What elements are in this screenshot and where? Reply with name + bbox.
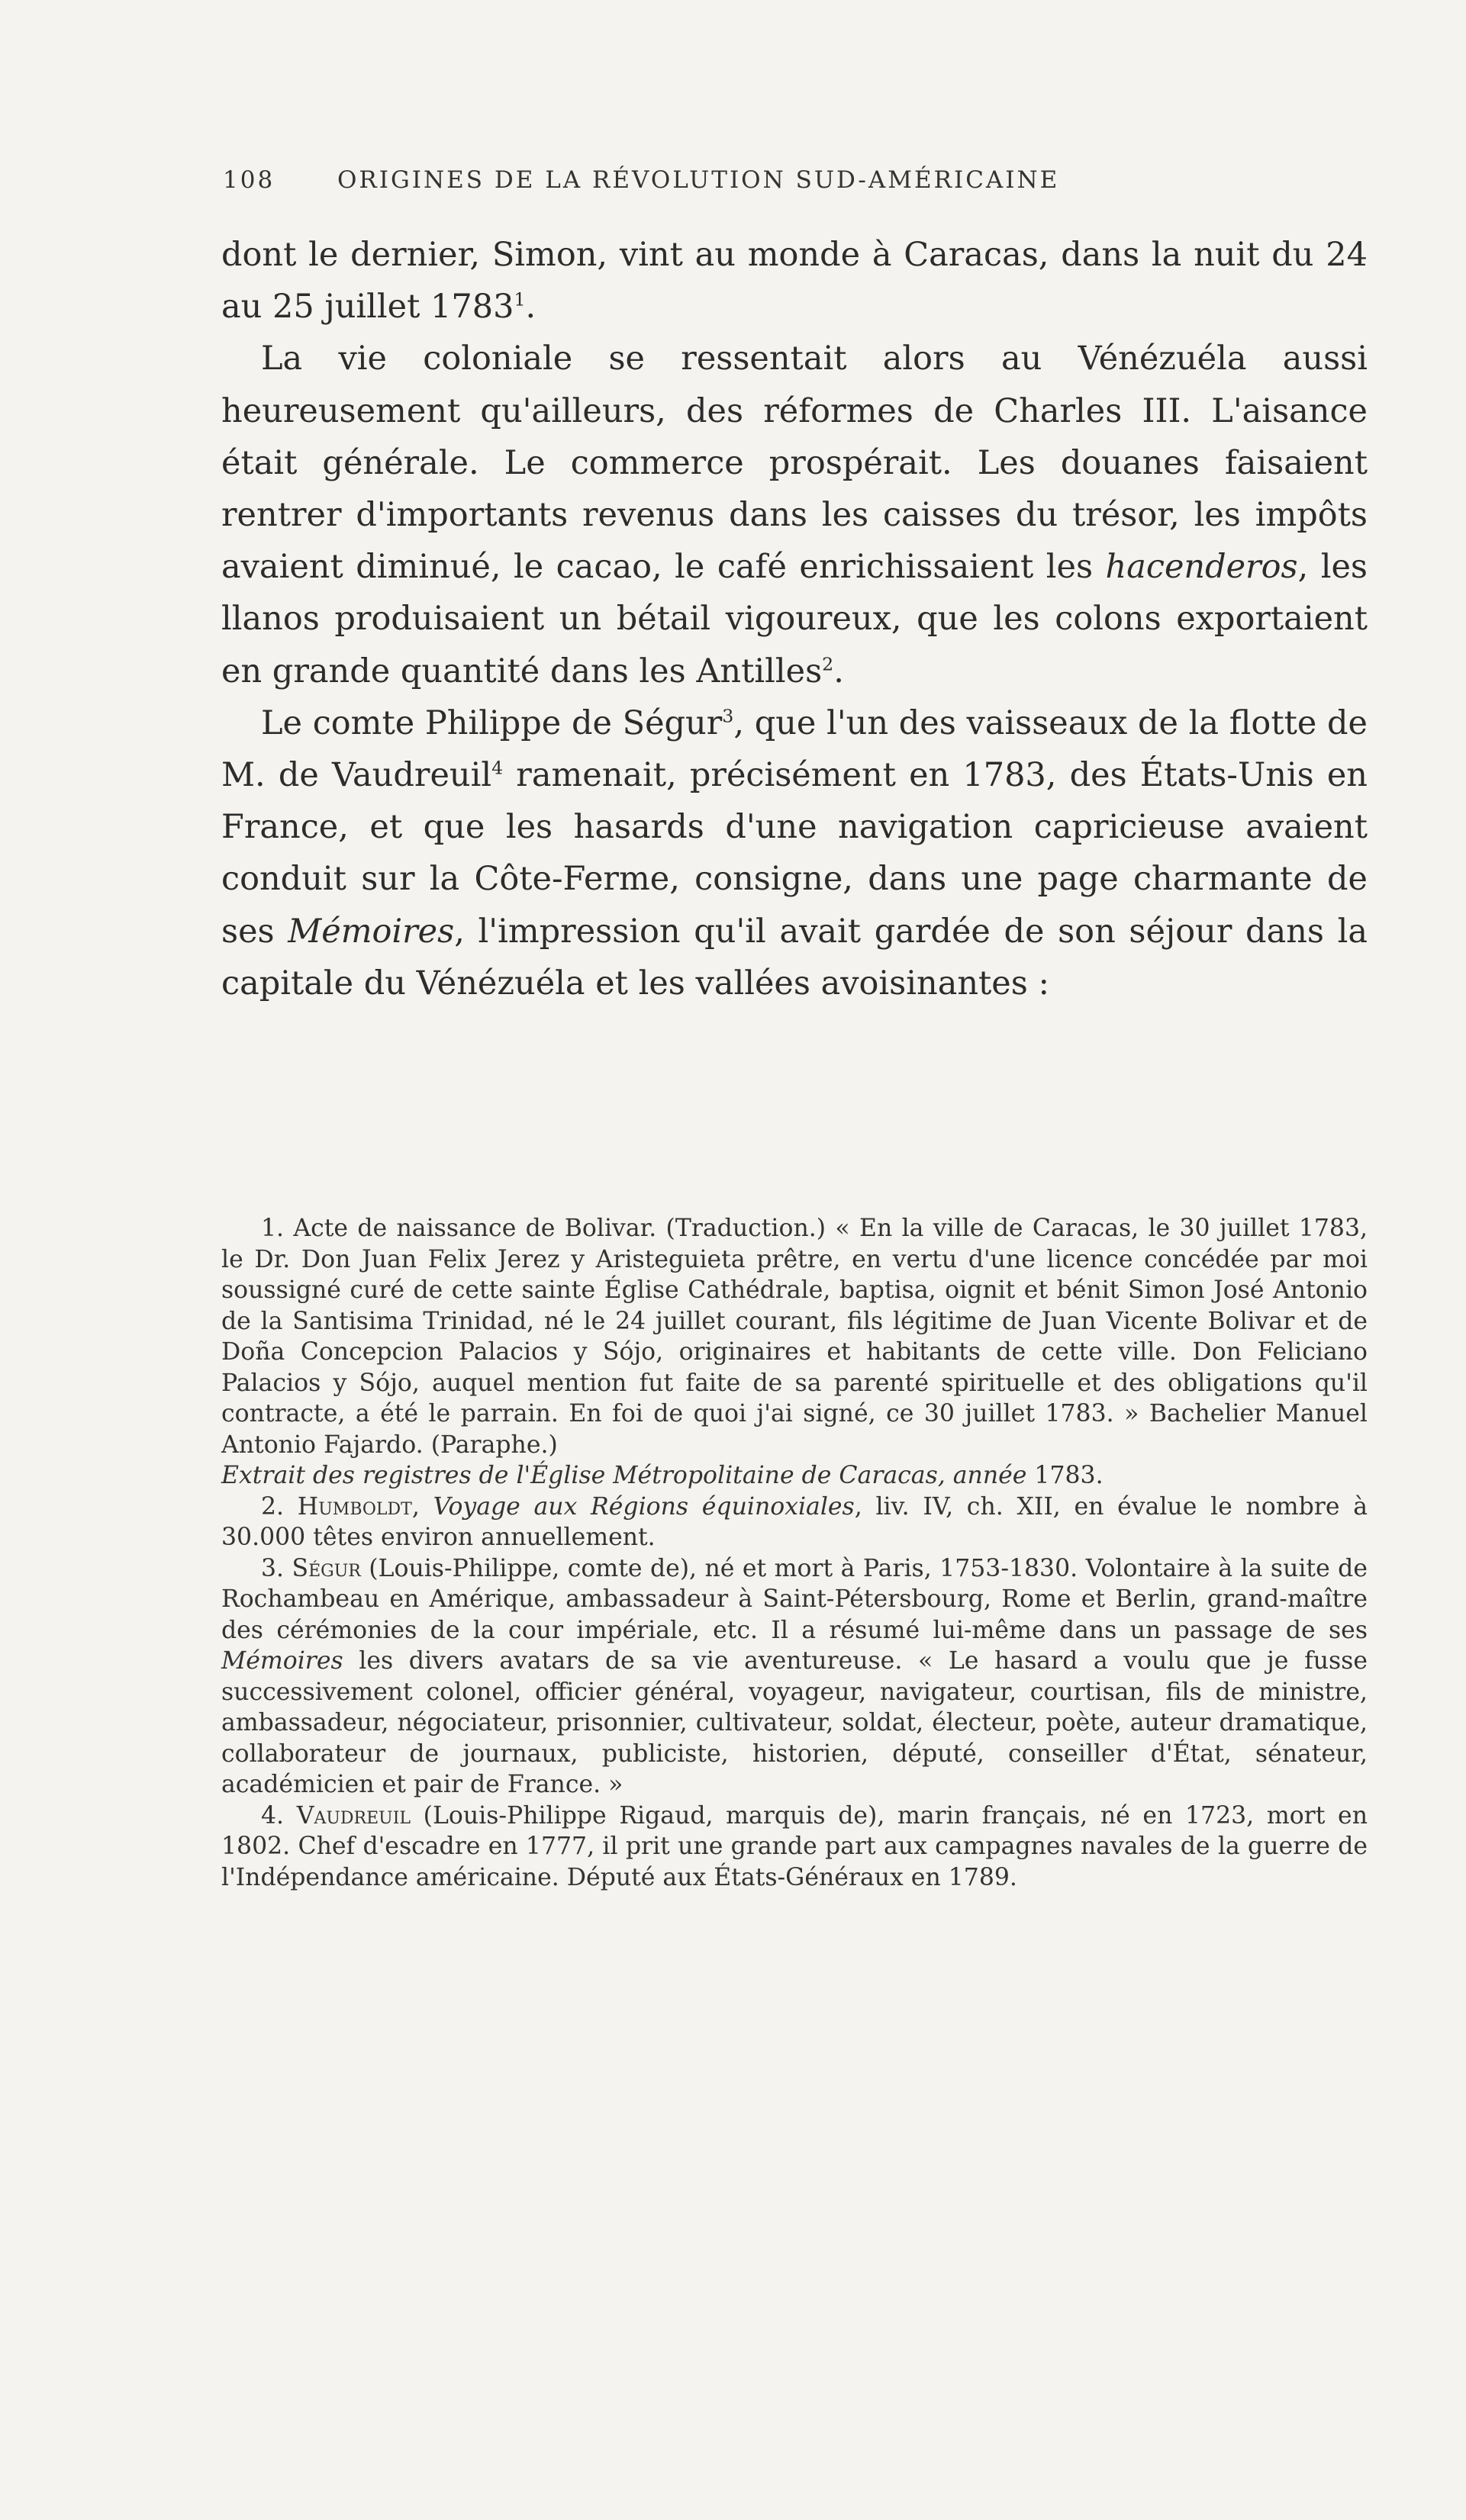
paragraph-1: dont le dernier, Simon, vint au monde à Caracas, dans la nuit du 24 au 25 juillet 1783$^1$. (221, 236, 1368, 327)
footnote-ref-1: 1 (514, 288, 526, 311)
footnotes (221, 1213, 1368, 1893)
page-number: 108 (223, 166, 275, 194)
footnote-4: 4. Vaudreuil (Louis-Philippe Rigaud, marquis de), marin français, né en 1723, mort en 1802. Chef d'escadre en 1777, il prit une grande part aux campagnes navales de la guerre de l'Indépendance américaine. Député aux États-Généraux en 1789. (221, 1801, 1368, 1891)
paragraph-3: Le comte Philippe de Ségur$^3$, que l'un des vaisseaux de la flotte de M. de Vaudreuil$^4$ ramenait, précisément en 1783, des États-Unis en France, et que les hasards d'une navigation capricieuse avaient conduit sur la Côte-Ferme, consigne, dans une page charmante de ses Mémoires, l'impression qu'il avait gardée de son séjour dans la capitale du Vénézuéla et les vallées avoisinantes : (221, 703, 1368, 1003)
main-text (221, 229, 1368, 1009)
footnote-2: 2. Humboldt, Voyage aux Régions équinoxiales, liv. IV, ch. XII, en évalue le nombre à 30.000 têtes environ annuellement. (221, 1492, 1368, 1551)
running-title: ORIGINES DE LA RÉVOLUTION SUD-AMÉRICAINE (337, 166, 1060, 194)
footnote-ref-3: 3 (722, 705, 734, 727)
page-header (223, 166, 1223, 194)
footnote-ref-4: 4 (491, 757, 504, 779)
footnote-ref-2: 2 (822, 653, 834, 675)
footnote-1: 1. Acte de naissance de Bolivar. (Traduction.) « En la ville de Caracas, le 30 juillet 1783, le Dr. Don Juan Felix Jerez y Aristeguieta prêtre, en vertu d'une licence concédée par moi soussigné curé de cette sainte Église Cathédrale, baptisa, oignit et bénit Simon José Antonio de la Santisima Trinidad, né le 24 juillet courant, fils légitime de Juan Vicente Bolivar et de Doña Concepcion Palacios y Sójo, originaires et habitants de cette ville. Don Feliciano Palacios y Sójo, auquel mention fut faite de sa parenté spirituelle et des obligations qu'il contracte, a été le parrain. En foi de quoi j'ai signé, ce 30 juillet 1783. » Bachelier Manuel Antonio Fajardo. (Paraphe.) Extrait des registres de l'Église Métropolitaine de Caracas, année 1783. (221, 1215, 1368, 1489)
paragraph-2: La vie coloniale se ressentait alors au Vénézuéla aussi heureusement qu'ailleurs, des réformes de Charles III. L'aisance était générale. Le commerce prospérait. Les douanes faisaient rentrer d'importants revenus dans les caisses du trésor, les impôts avaient diminué, le cacao, le café enrichissaient les hacenderos, les llanos produisaient un bétail vigoureux, que les colons exportaient en grande quantité dans les Antilles$^2$. (221, 340, 1368, 690)
footnote-3: 3. Ségur (Louis-Philippe, comte de), né et mort à Paris, 1753-1830. Volontaire à la suite de Rochambeau en Amérique, ambassadeur à Saint-Pétersbourg, Rome et Berlin, grand-maître des cérémonies de la cour impériale, etc. Il a résumé lui-même dans un passage de ses Mémoires les divers avatars de sa vie aventureuse. « Le hasard a voulu que je fusse successivement colonel, officier général, voyageur, navigateur, courtisan, fils de ministre, ambassadeur, négociateur, prisonnier, cultivateur, soldat, électeur, poète, auteur dramatique, collaborateur de journaux, publiciste, historien, député, conseiller d'État, sénateur, académicien et pair de France. » (221, 1554, 1368, 1798)
